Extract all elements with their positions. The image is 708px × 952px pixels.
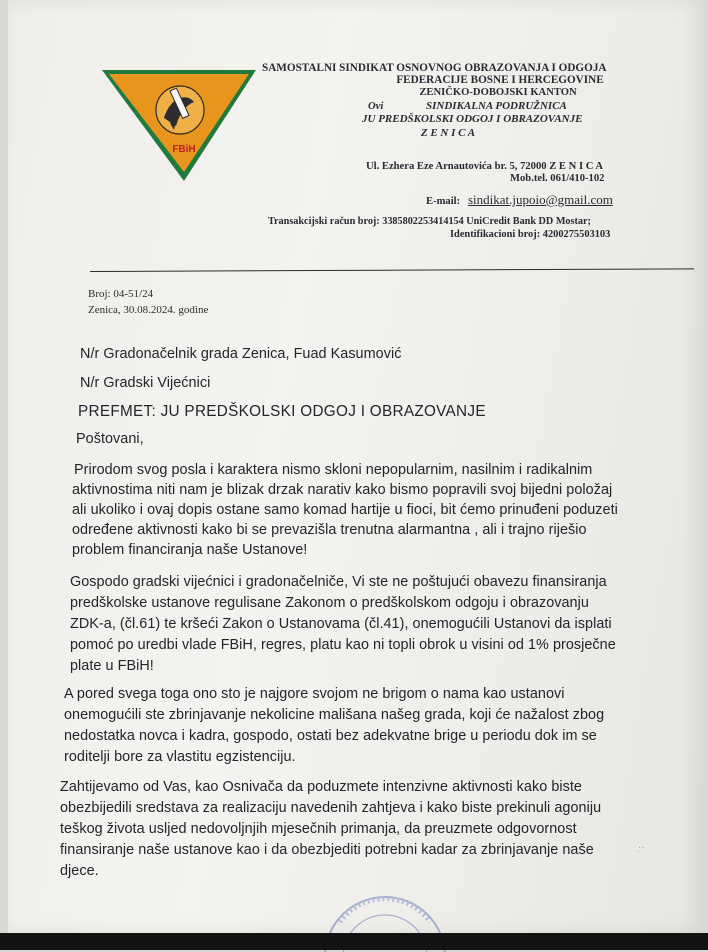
email-label: E-mail: — [426, 196, 461, 207]
paragraph-line: pomoć po uredbi vlade FBiH, regres, platu kao ni topli obrok u visini od 1% prosječne — [70, 637, 616, 653]
greeting: Poštovani, — [76, 431, 144, 447]
recipient-mayor: N/r Gradonačelnik grada Zenica, Fuad Kasumović — [80, 346, 402, 362]
branch-line-2: JU PREDŠKOLSKI ODGOJ I OBRAZOVANJE — [362, 113, 583, 125]
address: Ul. Ezhera Eze Arnautovića br. 5, 72000 Z E N I C A — [366, 161, 604, 172]
document-date: Zenica, 30.08.2024. godine — [88, 304, 209, 316]
paragraph-line: Gospodo gradski vijećnici i gradonačelniče, Vi ste ne poštujući obavezu finansiranja — [70, 574, 607, 590]
branch-line-1: SINDIKALNA PODRUŽNICA — [426, 100, 567, 112]
recipient-council: N/r Gradski Vijećnici — [80, 375, 211, 391]
paragraph-line: plate u FBiH! — [70, 658, 154, 674]
paragraph-line: finansiranje naše ustanove kao i da obezbjediti potrebni kadar za zbrinjavanje naše — [60, 842, 594, 858]
paragraph-line: ZDK-a, (čl.61) te kršeći Zakon o Ustanovama (čl.41), onemogućili Ustanovi da isplati — [70, 616, 612, 632]
paragraph-line: nedostatka novca i kadra, gospodo, ostati bez adekvatne brige u periodu dok im se — [64, 728, 597, 744]
branch-prefix: Ovi — [368, 101, 384, 112]
paragraph-line: roditelji bore za vlastitu egzistenciju. — [64, 749, 296, 765]
bank-account: Transakcijski račun broj: 3385802253414154 UniCredit Bank DD Mostar; — [268, 216, 591, 227]
paragraph-line: aktivnostima niti nam je blizak drzak narativ kako bismo popravili svoj bijedni položaj — [72, 482, 613, 498]
paragraph-line: problem financiranja naše Ustanove! — [72, 542, 308, 558]
subject-line: PREFMET: JU PREDŠKOLSKI ODGOJ I OBRAZOVANJE — [78, 403, 486, 420]
id-number: Identifikacioni broj: 4200275503103 — [450, 229, 611, 240]
org-line-2: FEDERACIJE BOSNE I HERCEGOVINE — [396, 74, 604, 86]
ink-mark: ·̣· — [638, 842, 645, 853]
logo-text: FBiH — [172, 144, 196, 155]
paragraph-line: ali ukoliko i ovaj dopis ostane samo komad hartije u fioci, bit ćemo prinuđeni poduzeti — [72, 502, 618, 518]
paragraph-line: obezbijedili sredstava za realizaciju navedenih zahtjeva i kako biste prekinuli agoniju — [60, 800, 602, 816]
paragraph-line: Zahtijevamo od Vas, kao Osnivača da poduzmete intenzivne aktivnosti kako biste — [60, 779, 582, 795]
paragraph-line: A pored svega toga ono sto je najgore svojom ne brigom o nama kao ustanovi — [64, 686, 565, 702]
screen-bottom-bar — [0, 933, 708, 950]
paragraph-line: djece. — [60, 863, 99, 879]
org-line-3: ZENIČKO-DOBOJSKI KANTON — [419, 87, 577, 98]
branch-city: Z E N I C A — [420, 127, 476, 139]
paragraph-line: određene aktivnosti kako bi se prevazišla trenutna alarmantna , ali i trajno riješio — [72, 522, 587, 538]
paragraph-line: onemogućili ste zbrinjavanje nekolicine mališana našeg grada, koji će nažalost zbog — [64, 707, 605, 723]
org-line-1: SAMOSTALNI SINDIKAT OSNOVNOG OBRAZOVANJA I ODGOJA — [262, 62, 607, 74]
mobile: Mob.tel. 061/410-102 — [510, 173, 605, 184]
paragraph-line: teškog života usljed nedovoljnjih mjesečnih primanja, da preuzmete odgovornost — [60, 821, 577, 837]
email-link[interactable]: sindikat.jupoio@gmail.com — [468, 192, 613, 207]
document-number: Broj: 04-51/24 — [88, 288, 154, 300]
union-logo — [100, 68, 258, 183]
paragraph-line: Prirodom svog posla i karaktera nismo skloni nepopularnim, nasilnim i radikalnim — [74, 462, 593, 478]
paragraph-line: predškolske ustanove regulisane Zakonom o predškolskom odgoju i obrazovanju — [70, 595, 589, 611]
